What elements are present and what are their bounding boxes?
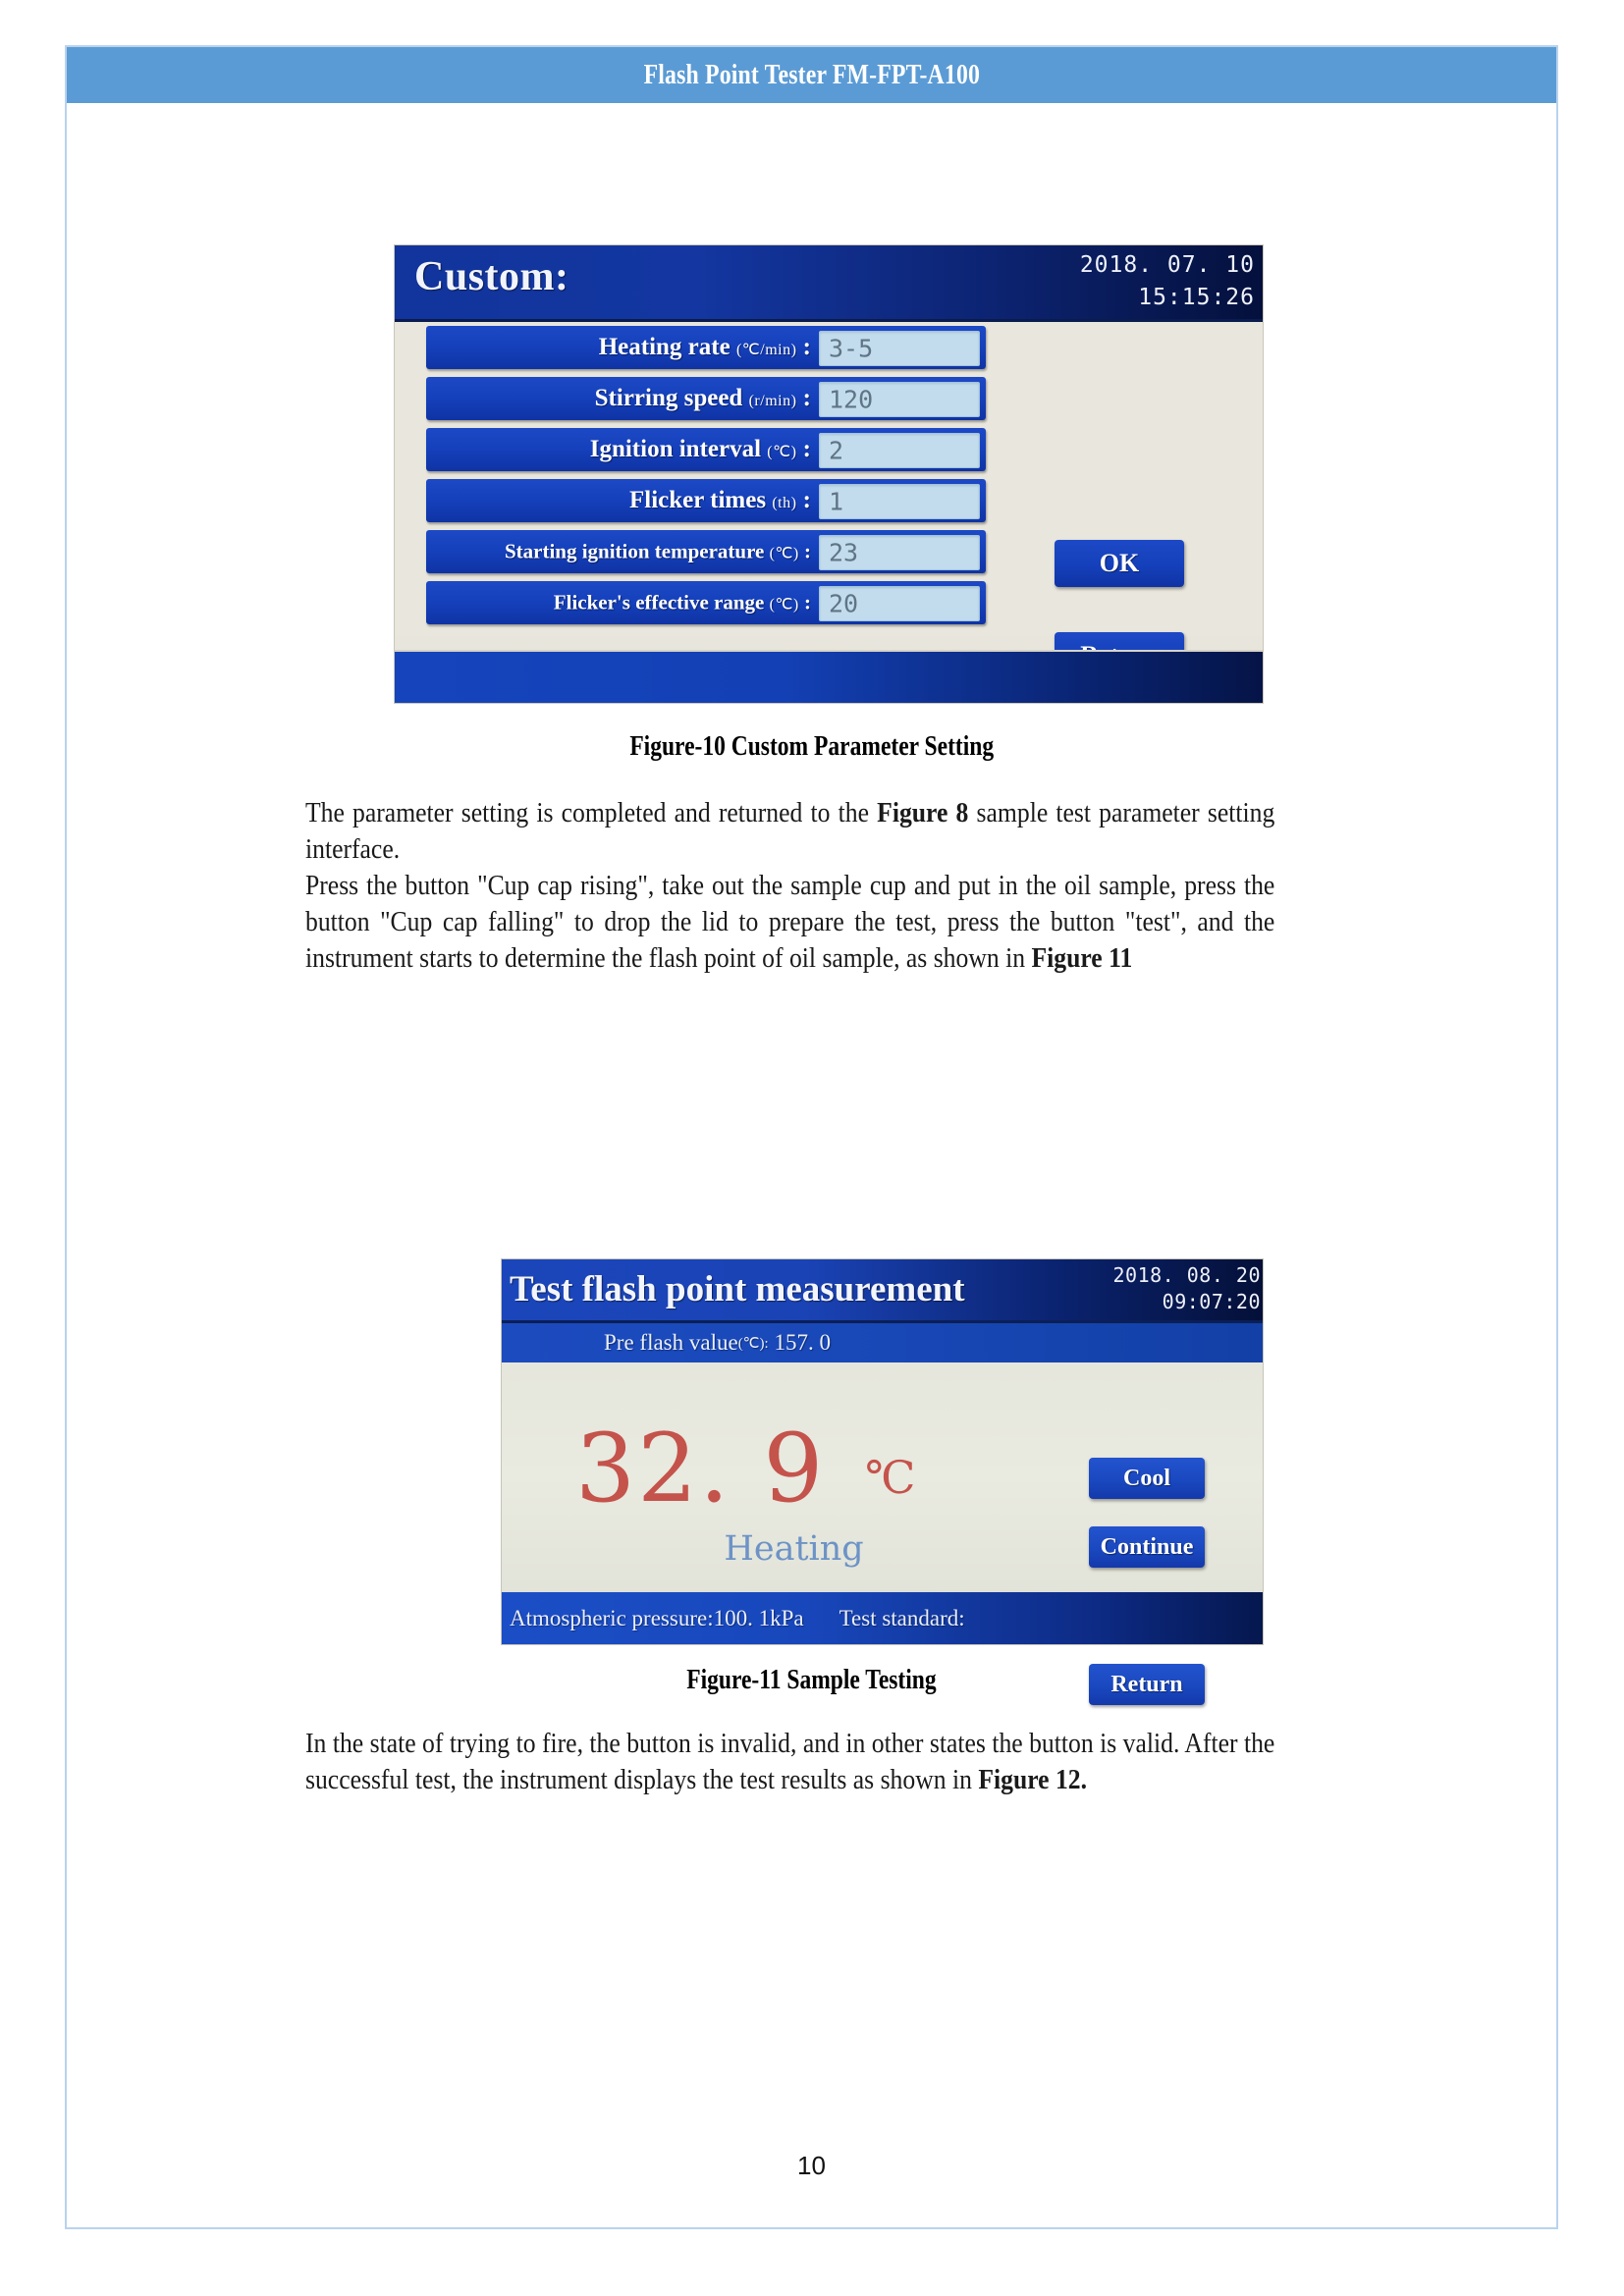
param-label-flicker-times: Flicker times (th) : bbox=[628, 487, 811, 513]
param-input-heating-rate[interactable] bbox=[819, 331, 980, 366]
param-row-ignition-interval[interactable] bbox=[426, 428, 986, 471]
atmospheric-pressure-value: 100. 1kPa bbox=[713, 1605, 804, 1630]
temperature-unit: ℃ bbox=[865, 1451, 916, 1504]
figure-11-caption: Figure-11 Sample Testing bbox=[686, 1665, 937, 1695]
param-value-heating-rate: 3-5 bbox=[829, 334, 874, 363]
fig10-date-display: 2018. 07. 10 bbox=[1079, 252, 1255, 278]
param-value-ignition-interval: 2 bbox=[829, 436, 844, 465]
fig10-screen-title: Custom: bbox=[414, 254, 569, 299]
page-frame bbox=[65, 45, 1558, 2229]
paragraph-1-part-3: Press the button "Cup cap rising", take out the sample cup and put in the oil sample, press the button "Cup cap falling" to drop the lid to prepare the test, press the button "test", and the instrument starts to determine the flash point of oil sample, as shown in bbox=[305, 871, 1275, 975]
fig11-date-display: 2018. 08. 20 bbox=[1112, 1263, 1261, 1287]
atmospheric-pressure-label: Atmospheric pressure: bbox=[510, 1605, 714, 1630]
param-row-heating-rate[interactable] bbox=[426, 326, 986, 369]
param-value-flicker-effective-range: 20 bbox=[829, 589, 859, 618]
return-button-fig11[interactable]: Return bbox=[1089, 1664, 1205, 1705]
param-value-stirring-speed: 120 bbox=[829, 385, 874, 414]
param-value-starting-ignition-temperature: 23 bbox=[829, 538, 859, 567]
ok-button[interactable]: OK bbox=[1055, 540, 1184, 587]
pre-flash-unit: (℃): bbox=[737, 1335, 769, 1352]
test-standard-label: Test standard: bbox=[839, 1605, 965, 1630]
param-row-starting-ignition-temperature[interactable] bbox=[426, 530, 986, 573]
continue-button[interactable]: Continue bbox=[1089, 1526, 1205, 1568]
param-row-flicker-times[interactable] bbox=[426, 479, 986, 522]
fig10-parameter-list bbox=[395, 322, 1263, 636]
page-number: 10 bbox=[797, 2151, 826, 2180]
param-row-flicker-effective-range[interactable] bbox=[426, 581, 986, 624]
temperature-reading: 32. 9 bbox=[575, 1414, 826, 1523]
fig11-status-bar bbox=[502, 1592, 1263, 1644]
paragraph-1-part-1: The parameter setting is completed and returned to the bbox=[305, 798, 878, 828]
page-header-banner bbox=[67, 47, 1556, 103]
status-label-heating: Heating bbox=[724, 1529, 864, 1569]
fig11-time-display: 09:07:20 bbox=[1162, 1290, 1261, 1313]
fig11-title-bar bbox=[502, 1259, 1263, 1323]
paragraph-2-bold-figure-12: Figure 12. bbox=[978, 1765, 1088, 1796]
param-input-starting-ignition-temperature[interactable] bbox=[819, 535, 980, 570]
paragraph-1-bold-figure-8: Figure 8 bbox=[877, 798, 969, 828]
paragraph-1-part-2: sample test parameter setting interface. bbox=[305, 798, 1275, 866]
pre-flash-value: 157. 0 bbox=[774, 1330, 831, 1355]
param-label-flicker-effective-range: Flicker's effective range (℃) : bbox=[553, 590, 811, 614]
param-input-flicker-effective-range[interactable] bbox=[819, 586, 980, 621]
param-label-stirring-speed: Stirring speed (r/min) : bbox=[594, 385, 811, 411]
param-input-flicker-times[interactable] bbox=[819, 484, 980, 519]
param-input-stirring-speed[interactable] bbox=[819, 382, 980, 417]
paragraph-2 bbox=[305, 1726, 1274, 1798]
paragraph-1-bold-figure-11: Figure 11 bbox=[1031, 943, 1133, 975]
cool-button[interactable]: Cool bbox=[1089, 1458, 1205, 1499]
param-label-heating-rate: Heating rate (℃/min) : bbox=[598, 334, 811, 360]
param-row-stirring-speed[interactable] bbox=[426, 377, 986, 420]
pre-flash-value-bar bbox=[502, 1323, 1263, 1362]
page-title: Flash Point Tester FM-FPT-A100 bbox=[643, 59, 980, 90]
param-label-starting-ignition-temperature: Starting ignition temperature (℃) : bbox=[504, 539, 811, 563]
param-input-ignition-interval[interactable] bbox=[819, 433, 980, 468]
page-content bbox=[67, 103, 1556, 2227]
fig10-footer-bar bbox=[395, 650, 1263, 703]
figure-10-caption: Figure-10 Custom Parameter Setting bbox=[629, 731, 994, 762]
paragraph-2-part-1: In the state of trying to fire, the button is invalid, and in other states the button is valid. After the successful test, the instrument displays the test results as shown in bbox=[305, 1729, 1275, 1796]
fig10-title-bar bbox=[395, 245, 1263, 322]
param-value-flicker-times: 1 bbox=[829, 487, 844, 516]
figure-10-custom-parameter-screen bbox=[395, 245, 1263, 703]
fig11-screen-title: Test flash point measurement bbox=[510, 1269, 965, 1309]
paragraph-1 bbox=[305, 795, 1274, 977]
fig10-time-display: 15:15:26 bbox=[1138, 285, 1255, 310]
pre-flash-label: Pre flash value bbox=[604, 1330, 738, 1355]
param-label-ignition-interval: Ignition interval (℃) : bbox=[589, 436, 811, 462]
